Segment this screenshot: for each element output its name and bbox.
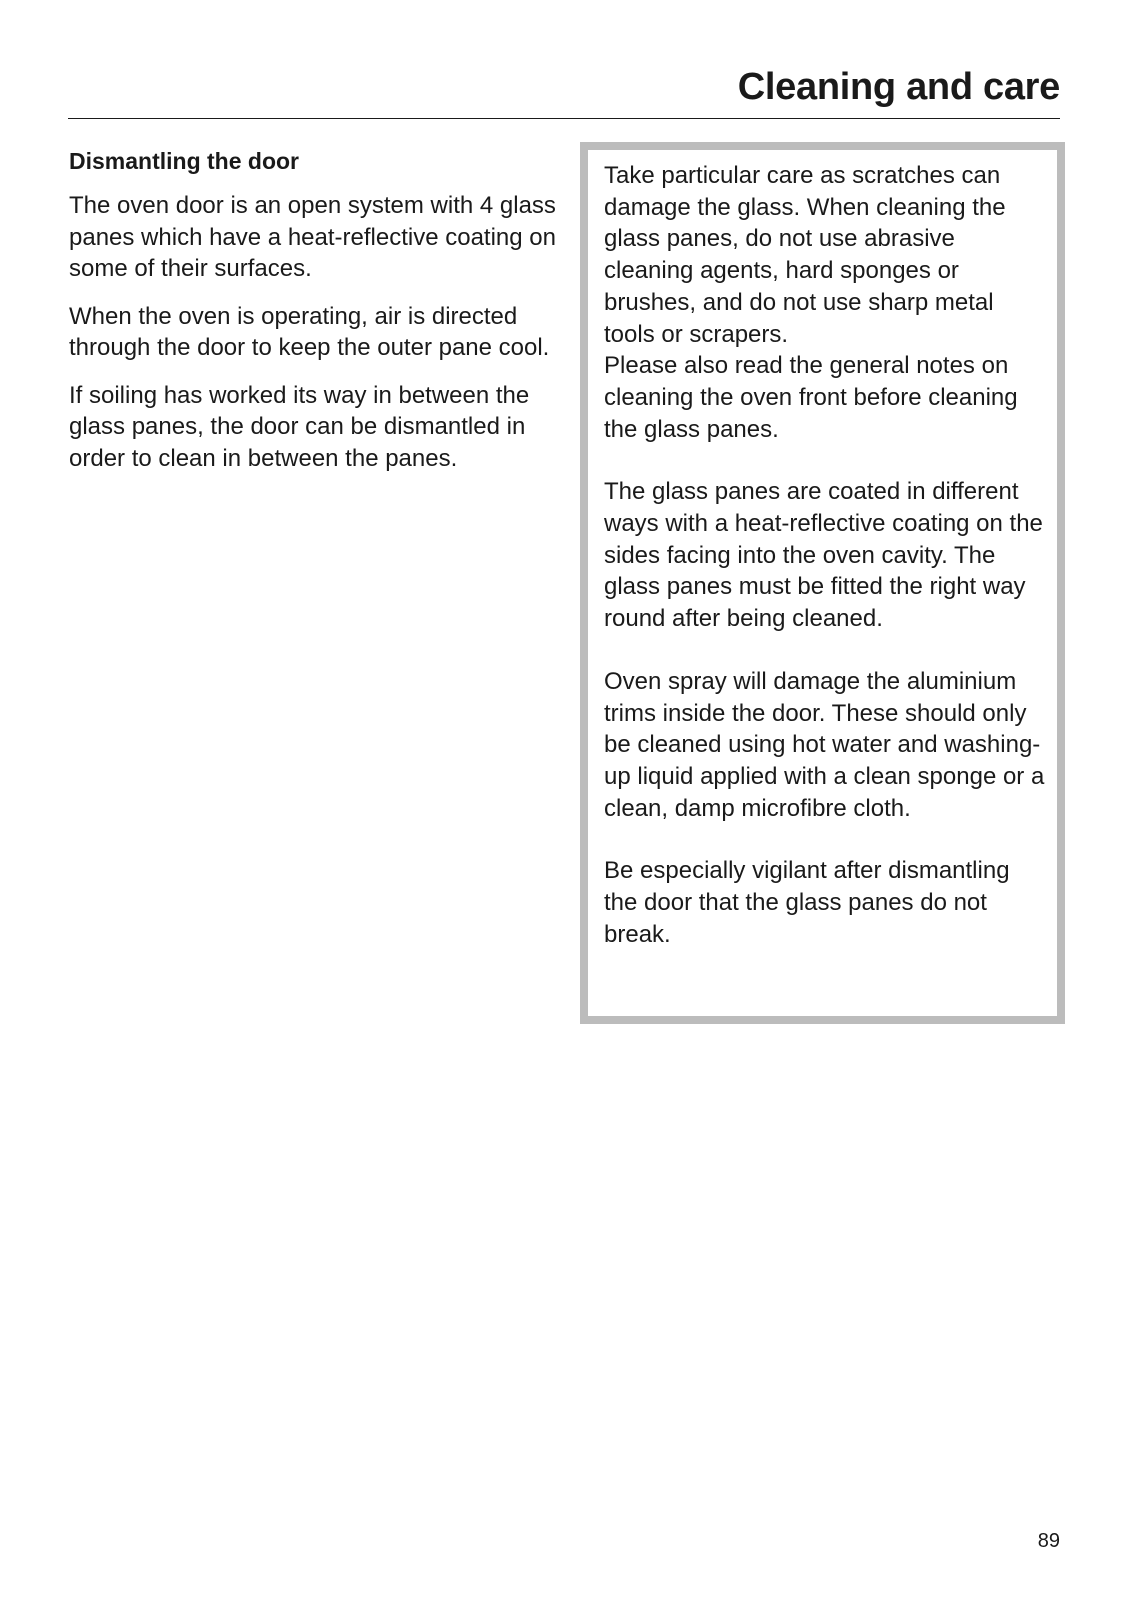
body-paragraph: If soiling has worked its way in between the glass panes, the door can be dismantled in order to clean in between the panes. bbox=[69, 381, 530, 472]
page-header bbox=[68, 60, 1060, 119]
page-title: Cleaning and care bbox=[737, 66, 1060, 108]
note-paragraph: Take particular care as scratches can damage the glass. When cleaning the glass panes, do not use abrasive cleaning agents, hard sponges or brushes, and do not use sharp metal tools or scrapers. Please also read the general notes on cleaning the oven front before cleaning the glass panes. bbox=[604, 162, 1018, 443]
page-number: 89 bbox=[1037, 1530, 1060, 1552]
dismantling-section bbox=[69, 146, 559, 490]
body-paragraph: When the oven is operating, air is directed through the door to keep the outer pane cool. bbox=[69, 302, 550, 361]
note-paragraph: Be especially vigilant after dismantling the door that the glass panes do not break. bbox=[604, 857, 1010, 948]
caution-note-box bbox=[580, 142, 1065, 1024]
section-heading: Dismantling the door bbox=[69, 148, 299, 174]
note-paragraph: Oven spray will damage the aluminium trims inside the door. These should only be cleaned using hot water and washing-up liquid applied with a clean sponge or a clean, damp microfibre cloth. bbox=[604, 667, 1045, 822]
body-paragraph: The oven door is an open system with 4 glass panes which have a heat-reflective coating on some of their surfaces. bbox=[69, 192, 556, 282]
note-paragraph: The glass panes are coated in different ways with a heat-reflective coating on the sides facing into the oven cavity. The glass panes must be fitted the right way round after being cleaned. bbox=[604, 478, 1043, 633]
